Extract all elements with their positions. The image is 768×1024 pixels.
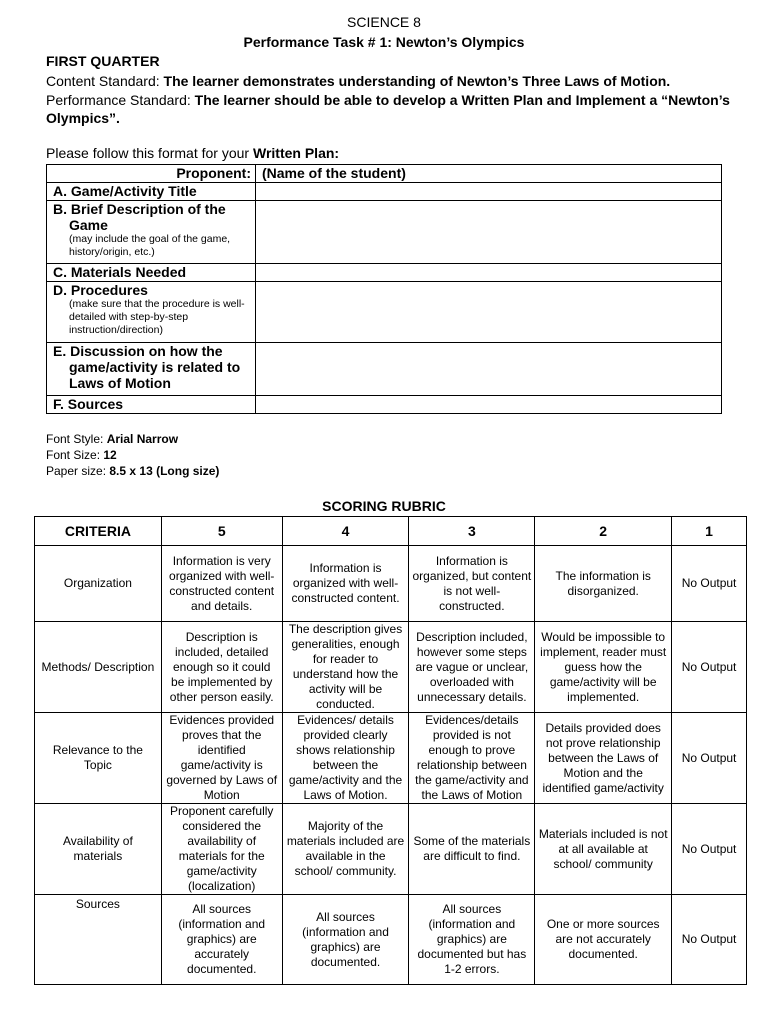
plan-intro-bold: Written Plan: (252, 145, 340, 161)
rubric-score-1: No Output (672, 622, 747, 713)
rubric-row-methods (35, 622, 747, 713)
plan-row-title: E. Discussion on how the (53, 343, 223, 359)
rubric-score-3: Description included, however some steps are vague or unclear, overloaded with unnecessary details. (409, 622, 535, 713)
plan-row-value[interactable] (256, 183, 722, 201)
plan-row-value[interactable] (256, 201, 722, 264)
rubric-score-2: The information is disorganized. (535, 546, 672, 622)
rubric-score-4: Evidences/ details provided clearly shows relationship between the game/activity and the Laws of Motion. (282, 713, 409, 804)
paper-size-value: 8.5 x 13 (Long size) (109, 464, 220, 478)
task-title: Performance Task # 1: Newton’s Olympics (243, 34, 525, 50)
rubric-header-criteria: CRITERIA (35, 517, 162, 546)
proponent-value: (Name of the student) (256, 165, 722, 183)
rubric-score-4: The description gives generalities, enough for reader to understand how the activity will be conducted. (282, 622, 409, 713)
rubric-criteria: Methods/ Description (35, 622, 162, 713)
plan-row-value[interactable] (256, 264, 722, 282)
plan-row-d (47, 282, 722, 343)
rubric-row-sources (35, 895, 747, 985)
plan-row-b (47, 201, 722, 264)
rubric-score-1: No Output (672, 546, 747, 622)
rubric-header-4: 4 (282, 517, 409, 546)
rubric-criteria: Sources (35, 895, 162, 985)
plan-row-value[interactable] (256, 343, 722, 396)
content-standard (46, 72, 736, 90)
rubric-score-1: No Output (672, 804, 747, 895)
rubric-score-3: Some of the materials are difficult to find. (409, 804, 535, 895)
rubric-score-2: Would be impossible to implement, reader must guess how the game/activity will be implemented. (535, 622, 672, 713)
plan-intro-text: Please follow this format for your (46, 145, 250, 161)
rubric-row-organization (35, 546, 747, 622)
content-standard-text: The learner demonstrates understanding of Newton’s Three Laws of Motion. (163, 73, 671, 89)
rubric-score-1: No Output (672, 895, 747, 985)
plan-row-label (47, 201, 256, 264)
rubric-score-5: Description is included, detailed enough so it could be implemented by other person easily. (161, 622, 282, 713)
rubric-header-1: 1 (672, 517, 747, 546)
content-standard-label: Content Standard: (46, 73, 160, 89)
rubric-score-3: Evidences/details provided is not enough to prove relationship between the game/activity and the Laws of Motion (409, 713, 535, 804)
written-plan-table (46, 164, 722, 414)
font-style-value: Arial Narrow (106, 432, 179, 446)
rubric-criteria: Organization (35, 546, 162, 622)
font-style-line (46, 432, 178, 446)
subject-heading: SCIENCE 8 (347, 14, 421, 30)
plan-row-title: D. Procedures (53, 282, 148, 298)
rubric-score-2: Details provided does not prove relationship between the Laws of Motion and the identified game/activity (535, 713, 672, 804)
plan-row-f (47, 396, 722, 414)
plan-row-value[interactable] (256, 396, 722, 414)
performance-standard-label: Performance Standard: (46, 92, 191, 108)
plan-row-e (47, 343, 722, 396)
plan-row-value[interactable] (256, 282, 722, 343)
plan-row-title-cont: Game (69, 217, 108, 233)
font-size-line (46, 448, 117, 462)
rubric-header-3: 3 (409, 517, 535, 546)
rubric-header-5: 5 (161, 517, 282, 546)
quarter-heading: FIRST QUARTER (46, 53, 160, 69)
plan-row-label: F. Sources (47, 396, 256, 414)
plan-row-title-cont: game/activity is related to (69, 359, 241, 375)
rubric-score-5: Information is very organized with well-constructed content and details. (161, 546, 282, 622)
plan-row-c (47, 264, 722, 282)
plan-row-label (47, 343, 256, 396)
rubric-criteria: Availability of materials (35, 804, 162, 895)
rubric-score-4: Information is organized with well-constructed content. (282, 546, 409, 622)
plan-row-label (47, 282, 256, 343)
rubric-score-5: Evidences provided proves that the identified game/activity is governed by Laws of Motion (161, 713, 282, 804)
rubric-score-1: No Output (672, 713, 747, 804)
font-size-value: 12 (103, 448, 117, 462)
plan-row-title: B. Brief Description of the (53, 201, 226, 217)
rubric-score-2: Materials included is not at all available at school/ community (535, 804, 672, 895)
rubric-score-3: All sources (information and graphics) are documented but has 1-2 errors. (409, 895, 535, 985)
proponent-label: Proponent: (47, 165, 256, 183)
rubric-header-row (35, 517, 747, 546)
paper-size-label: Paper size: (46, 464, 107, 478)
performance-standard (46, 91, 736, 127)
rubric-score-5: All sources (information and graphics) are accurately documented. (161, 895, 282, 985)
performance-standard-text: The learner should be able to develop a Written Plan and Implement a “Newton’s Olympics”. (46, 92, 730, 126)
plan-row-note: (may include the goal of the game, history/origin, etc.) (69, 233, 231, 258)
plan-intro (46, 145, 339, 161)
rubric-score-3: Information is organized, but content is not well- constructed. (409, 546, 535, 622)
plan-row-label: A. Game/Activity Title (47, 183, 256, 201)
plan-row-note: (make sure that the procedure is well-detailed with step-by-step instruction/direction) (69, 298, 245, 336)
plan-row-proponent (47, 165, 722, 183)
paper-size-line (46, 464, 219, 478)
font-size-label: Font Size: (46, 448, 101, 462)
rubric-score-4: All sources (information and graphics) are documented. (282, 895, 409, 985)
rubric-row-relevance (35, 713, 747, 804)
plan-row-label: C. Materials Needed (47, 264, 256, 282)
scoring-rubric-table (34, 516, 747, 985)
rubric-criteria: Relevance to the Topic (35, 713, 162, 804)
rubric-score-5: Proponent carefully considered the availability of materials for the game/activity (localization) (161, 804, 282, 895)
plan-row-a (47, 183, 722, 201)
rubric-score-4: Majority of the materials included are available in the school/ community. (282, 804, 409, 895)
rubric-score-2: One or more sources are not accurately documented. (535, 895, 672, 985)
rubric-title: SCORING RUBRIC (322, 498, 446, 514)
font-style-label: Font Style: (46, 432, 104, 446)
rubric-header-2: 2 (535, 517, 672, 546)
rubric-row-availability (35, 804, 747, 895)
plan-row-title-cont: Laws of Motion (69, 375, 171, 391)
